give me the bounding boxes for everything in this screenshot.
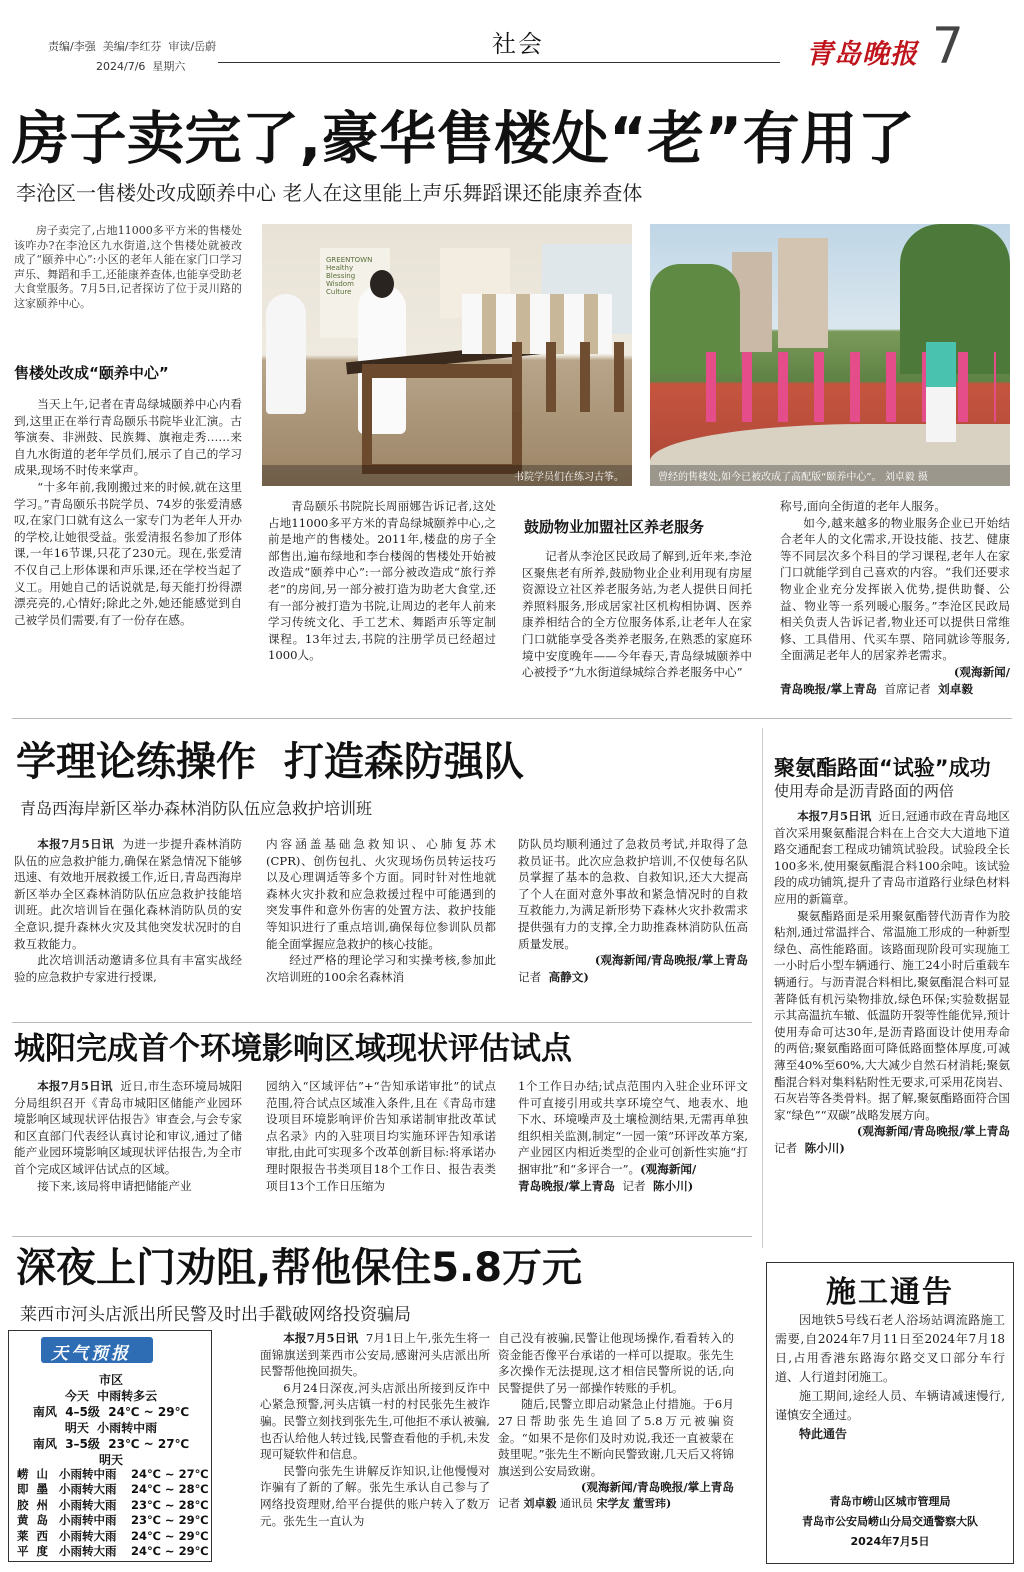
page-number: 7 [932, 17, 964, 75]
article2-col2: 内容涵盖基础急救知识、心肺复苏术(CPR)、创伤包扎、火灾现场伤员转运技巧以及心理调适等多个方面。同时针对性地就森林火灾扑救和应急救援过程中可能遇到的突发事件和意外伤害的处置方法、救护技能等知识进行了重点培训,确保每位参训队员都能全面掌握应急救护的核心技能。 经过严格的理论学习和实操考核,参加此次培训班的100余名森林消 [266, 837, 496, 984]
photo-dancer-front [926, 342, 956, 442]
article4-dateline: 本报7月5日讯 [37, 1079, 113, 1093]
article5-col1: 本报7月5日讯 7月1日上午,张先生将一面锦旗送到莱西市公安局,感谢河头店派出所民警帮他挽回损失。 6月24日深夜,河头店派出所接到反诈中心紧急预警,河头店镇一村的村民张先生被诈骗。民警立刻找到张先生,可他拒不承认被骗,也否认给他人转过钱,民警查看他的手机,未发现可疑软件和信息。 民警向张先生讲解反诈知识,让他慢慢对诈骗有了新的了解。张先生承认自己参与了网络投资理财,给平台提供的账户转入了数万元。张先生一直认为 [260, 1331, 490, 1528]
construction-notice [766, 1262, 1014, 1564]
article1-col1: 当天上午,记者在青岛绿城颐养中心内看到,这里正在举行青岛颐乐书院毕业汇演。古筝演奏、非洲鼓、民族舞、旗袍走秀……来自九水街道的老年学员们,展示了自己的学习成果,现场不时传来掌声。 “十多年前,我刚搬过来的时候,就在这里学习。”青岛颐乐书院学员、74岁的张爱清感叹,在家门口就有这么一家专门为老年人开办的学校,让她很受益。张爱清报名参加了形体课,一年16节课,只花了230元。现在,张爱清不仅自己上形体课和声乐课,还在学校当起了义工。用她自己的话说就是,每天能打扮得漂漂亮亮的,心情好;除此之外,她还能感觉到自己被学员们需要,有了一份存在感。 [14, 397, 242, 627]
weather-box [8, 1330, 212, 1562]
article2-col1: 本报7月5日讯 为进一步提升森林消防队伍的应急救护能力,确保在紧急情况下能够迅速、有效地开展救援工作,近日,青岛西海岸新区举办全区森林消防队伍应急救护技能培训班。此次培训旨在强化森林消防队员的安全意识,提升森林火灾及其他突发状况时的自救互救能力。 此次培训活动邀请多位具有丰富实战经验的应急救护专家进行授课, [14, 837, 243, 984]
photo-performer-2 [266, 294, 306, 414]
weather-title: 天气预报 [51, 1344, 131, 1364]
header-rule [218, 62, 780, 63]
article4-col3: 1个工作日办结;试点范围内入驻企业环评文件可直接引用或共享环境空气、地表水、地下水、环境噪声及土壤检测结果,无需再单独组织相关监测,制定“一园一策”环评改革方案,产业园区内相近类型的企业可创新性实施“打捆审批”和“多评合一”。(观海新闻/ 青岛晚报/掌上青岛 记者 陈小川) [518, 1079, 748, 1193]
divider-1 [12, 718, 1012, 719]
photo2-caption: 曾经的售楼处,如今已被改成了高配版“颐养中心”。 刘卓毅 摄 [650, 465, 1010, 486]
article3-credit: (观海新闻/青岛晚报/掌上青岛 [856, 1124, 1010, 1139]
article1-lead: 房子卖完了,占地11000多平方米的售楼处该咋办?在李沧区九水街道,这个售楼处就被改成了“颐养中心”:小区的老年人能在家门口学习声乐、舞蹈和手工,还能康养查体,也能享受助老大食堂服务。7月5日,记者探访了位于灵川路的这家颐养中心。 [14, 224, 242, 310]
photo-sign-text: GREENTOWN Healthy Blessing Wisdom Culture [326, 256, 373, 296]
article3-body: 本报7月5日讯 近日,冠通市政在青岛地区首次采用聚氨酯混合料在上合交大大道地下道路交通配套工程成功铺筑试验段。试验段全长100多米,使用聚氨酯混合料100余吨。该试验段的成功铺筑,提升了青岛市道路行业绿色材料应用的新篇章。 聚氨酯路面是采用聚氨酯替代沥青作为胶粘剂,通过常温拌合、常温施工形成的一种新型绿色、高性能路面。该路面现阶段可实现施工一小时后小型车辆通行、施工24小时后重载车辆通行。与沥青混合料相比,聚氨酯混合料可显著降低有机污染物排放,绿色环保;实验数据显示其高温抗车辙、低温防开裂等性能优异,预计使用寿命可达30年,是沥青路面设计使用寿命的两倍;聚氨酯路面可降低路面整体厚度,可减薄至40%至60%,大大减少自然石材消耗;聚氨酯混合料对集料粘附性无要求,可采用花岗岩、石灰岩等各类骨料。据了解,聚氨酯路面符合国家“绿色”“双碳”战略发展方向。 (观海新闻/青岛晚报/掌上青岛 记者 陈小川) [774, 809, 1011, 1155]
article4-col1: 本报7月5日讯 近日,市生态环境局城阳分局组织召开《青岛市城阳区储能产业园环境影响区域现状评估报告》审查会,与会专家和区直部门代表经认真讨论和审议,通过了储能产业园环境影响区域现状评估报告,为全市首个完成区域评估试点的区域。 接下来,该局将申请把储能产业 [14, 1079, 242, 1193]
photo-table-row [512, 342, 632, 412]
headline-2: 学理论练操作 打造森防强队 [16, 739, 524, 785]
headline-1: 房子卖完了,豪华售楼处“老”有用了 [12, 106, 916, 172]
weather-tomorrow-label: 明天 [98, 1453, 123, 1467]
photo1-caption: 书院学员们在练习古筝。 [262, 465, 632, 486]
weather-row: 胶 州 小雨转大雨 23℃ ~ 28℃ [17, 1497, 209, 1512]
article1-credit-line2: 青岛晚报/掌上青岛 首席记者 刘卓毅 [780, 681, 973, 696]
article1-credit: (观海新闻/ [953, 664, 1010, 679]
article2-credit-line2: 记者 高静文) [518, 969, 589, 984]
notice-title: 施工通告 [826, 1275, 954, 1310]
article4-col2: 园纳入“区域评估”+“告知承诺审批”的试点范围,符合试点区域准入条件,且在《青岛市建设项目环境影响评价告知承诺制审批改革试点名录》内的入驻项目均实施环评告知承诺审批,由此可实现多个改革创新目标:将承诺办理时限报告书类项目18个工作日、报告表类项目13个工作日压缩为 [266, 1079, 496, 1193]
issue-date: 2024/7/6 星期六 [96, 60, 186, 73]
article2-dateline: 本报7月5日讯 [37, 837, 115, 851]
article2-col3: 防队员均顺利通过了急救员考试,并取得了急救员证书。此次应急救护培训,不仅使每名队员掌握了基本的急救、自救知识,还大大提高了个人在面对意外事故和紧急情况时的自救互救能力,为满足新形势下森林火灾扑救需求提供强有力的支撑,全力助推森林消防队伍高质量发展。 (观海新闻/青岛晚报/掌上青岛 记者 高静文) [518, 837, 748, 984]
weather-city-table [17, 1467, 209, 1559]
subhead-3: 使用寿命是沥青路面的两倍 [774, 782, 955, 800]
divider-3 [12, 1236, 752, 1237]
notice-date: 2024年7月5日 [850, 1535, 930, 1548]
photo-dance-plaza [650, 224, 1010, 486]
article5-credit-line2: 记者 刘卓毅 通讯员 宋学友 董雪玮) [498, 1496, 672, 1510]
weather-today: 今天 中雨转多云 [64, 1389, 158, 1403]
notice-signatory-1: 青岛市崂山区城市管理局 [829, 1495, 951, 1508]
weather-row: 莱 西 小雨转大雨 24℃ ~ 29℃ [17, 1528, 209, 1543]
weather-tomorrow: 明天 小雨转中雨 [64, 1421, 158, 1435]
article5-col2: 自己没有被骗,民警让他现场操作,看看转入的资金能否像平台承诺的一样可以提取。张先生多次操作无法提现,这才相信民警所说的话,向民警提供了另一部操作转账的手机。 随后,民警立即启动紧急止付措施。于6月27日帮助张先生追回了5.8万元被骗资金。“如果不是你们及时劝说,我还一直被蒙在鼓里呢。”张先生不断向民警致谢,几天后又将锦旗送到公安局致谢。 (观海新闻/青岛晚报/掌上青岛 记者 刘卓毅 通讯员 宋学友 董雪玮) [498, 1330, 734, 1513]
article1-col4: 称号,面向全街道的老年人服务。 如今,越来越多的物业服务企业已开始结合老年人的文化需求,开设技能、技艺、健康等不同层次多个科目的学习课程,老年人在家门口就能学到自己喜欢的内容。“我们还要求物业企业充分发挥嵌入优势,提供助餐、公益、物业等一系列暖心服务。”李沧区民政局相关负责人告诉记者,物业还可以提供日常维修、工具借用、代买车票、陪同就诊等服务,全面满足老年人的居家养老需求。 (观海新闻/ 青岛晚报/掌上青岛 首席记者 刘卓毅 [780, 499, 1010, 696]
article3-dateline: 本报7月5日讯 [797, 809, 872, 823]
masthead-logo: 青岛晚报 [806, 39, 918, 70]
photo-table-front [362, 364, 522, 474]
notice-body: 因地铁5号线石老人浴场站调流路施工需要,自2024年7月11日至2024年7月18日,占用香港东路海尔路交叉口部分车行道、人行道封闭施工。 施工期间,途经人员、车辆请减速慢行,谨慎安全通过。 特此通告 [775, 1313, 1005, 1441]
subheading-property-service: 鼓励物业加盟社区养老服务 [524, 518, 705, 536]
subhead-1: 李沧区一售楼处改成颐养中心 老人在这里能上声乐舞蹈课还能康养查体 [16, 181, 643, 205]
article5-credit: (观海新闻/青岛晚报/掌上青岛 [580, 1480, 734, 1495]
editor-credits: 责编/李强 美编/李红芬 审读/岳蔚 [48, 40, 217, 53]
article5-dateline: 本报7月5日讯 [283, 1331, 359, 1345]
photo-performer-1-head [370, 270, 394, 298]
subhead-5: 莱西市河头店派出所民警及时出手戳破网络投资骗局 [20, 1305, 411, 1325]
notice-signatory-2: 青岛市公安局崂山分局交通警察大队 [802, 1515, 978, 1528]
weather-row: 黄 岛 小雨转中雨 23℃ ~ 29℃ [17, 1513, 209, 1528]
headline-4: 城阳完成首个环境影响区域现状评估试点 [14, 1031, 572, 1067]
photo-tower-2 [778, 238, 828, 348]
article2-credit: (观海新闻/青岛晚报/掌上青岛 [594, 953, 748, 968]
article1-col2: 青岛颐乐书院院长周丽娜告诉记者,这处占地11000多平方米的青岛绿城颐养中心,之前是地产的售楼处。2011年,楼盘的房子全部售出,遍布绿地和李台楼阁的售楼处开始被改造成“颐养中心”:一部分被改造成“旅行养老”的房间,另一部分被打造为助老大食堂,还有一部分被打造为书院,让周边的老年人前来学习传统文化、手工艺术、舞蹈声乐等定制课程。13年过去,书院的注册学员已经超过1000人。 [268, 499, 496, 663]
headline-5: 深夜上门劝阻,帮他保住5.8万元 [16, 1245, 583, 1291]
section-name: 社会 [492, 30, 544, 58]
divider-2 [12, 1022, 752, 1023]
weather-row: 即 墨 小雨转大雨 24℃ ~ 28℃ [17, 1482, 209, 1497]
weather-row: 平 度 小雨转大雨 24℃ ~ 29℃ [17, 1544, 209, 1559]
weather-row: 崂 山 小雨转中雨 24℃ ~ 27℃ [17, 1467, 209, 1481]
subhead-2: 青岛西海岸新区举办森林消防队伍应急救护培训班 [20, 799, 373, 818]
weather-city-label: 市区 [98, 1373, 123, 1387]
weather-tomorrow-wind: 南风 3–5级 23℃ ~ 27℃ [32, 1437, 190, 1451]
weather-today-wind: 南风 4–5级 24℃ ~ 29℃ [32, 1405, 190, 1419]
article3-credit-line2: 记者 陈小川) [774, 1140, 845, 1155]
divider-vertical [762, 728, 763, 1248]
headline-3: 聚氨酯路面“试验”成功 [774, 756, 991, 780]
article4-credit-line2: 青岛晚报/掌上青岛 记者 陈小川) [518, 1178, 694, 1193]
article1-col3: 记者从李沧区民政局了解到,近年来,李沧区聚焦老有所养,鼓励物业企业利用现有房屋资源设立社区养老服务站,为老人提供日间托养照料服务,形成居家社区机构相协调、医养康养相结合的全方位服务体系,让老年人在家门口就能享受各类养老服务,在熟悉的家庭环境中安度晚年——今年春天,青岛绿城颐养中心被授予“九水街道绿城综合养老服务中心” [522, 549, 752, 680]
photo-guzheng-class [262, 224, 632, 486]
subheading-sales-office: 售楼处改成“颐养中心” [14, 364, 169, 382]
